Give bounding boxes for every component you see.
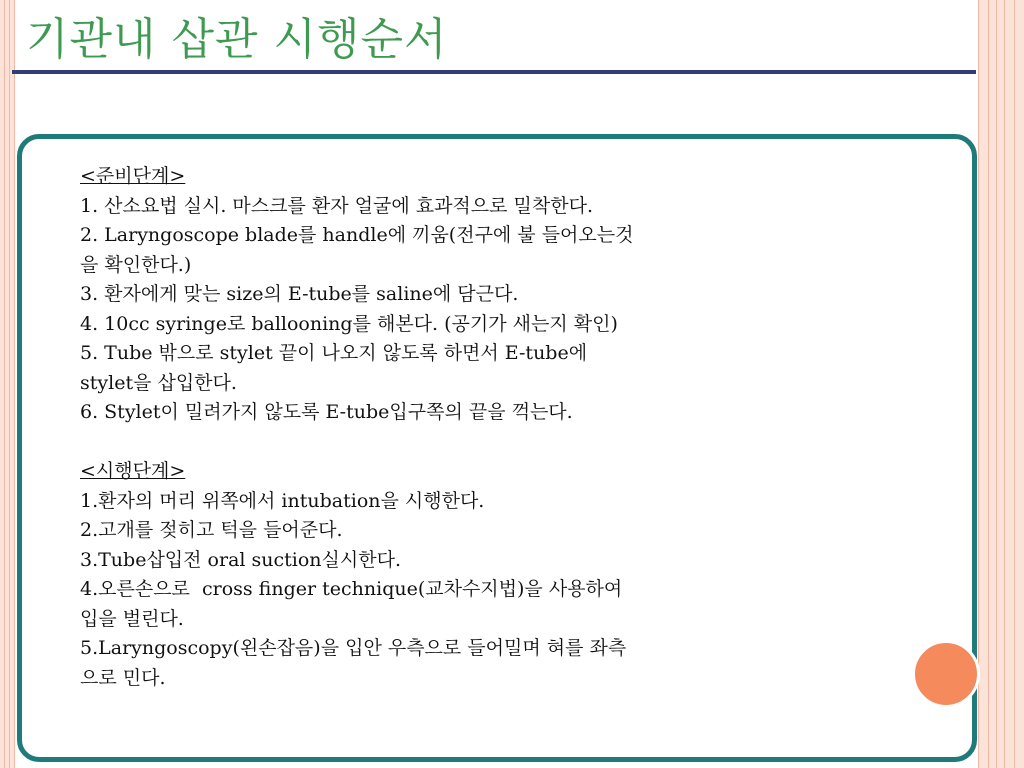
left-decorative-stripes [0, 0, 15, 768]
prep-line: 6. Stylet이 밀려가지 않도록 E-tube입구쪽의 끝을 꺽는다. [80, 401, 573, 423]
decorative-orange-circle [912, 640, 980, 708]
procedure-heading: <시행단계> [80, 460, 186, 482]
stripe-line [978, 0, 979, 768]
title-underline-rule [12, 70, 976, 74]
prep-line: 1. 산소요법 실시. 마스크를 환자 얼굴에 효과적으로 밀착한다. [80, 194, 593, 217]
procedure-line: 입을 벌린다. [80, 607, 184, 630]
stripe-line [9, 0, 10, 768]
prep-line: 2. Laryngoscope blade를 handle에 끼움(전구에 불 들어오는것 [80, 224, 634, 246]
prep-line: 5. Tube 밖으로 stylet 끝이 나오지 않도록 하면서 E-tube에 [80, 342, 588, 364]
prep-line: stylet을 삽입한다. [80, 371, 237, 394]
right-decorative-stripes [978, 0, 1024, 768]
procedure-line: 5.Laryngoscopy(왼손잡음)을 입안 우측으로 들어밀며 혀를 좌측 [80, 637, 627, 659]
prep-line: 3. 환자에게 맞는 size의 E-tube를 saline에 담근다. [80, 283, 519, 305]
content-text [80, 162, 860, 693]
prep-heading: <준비단계> [80, 165, 186, 187]
content-box [17, 134, 977, 762]
stripe-line [996, 0, 997, 768]
procedure-line: 2.고개를 젖히고 턱을 들어준다. [80, 519, 343, 541]
procedure-line: 으로 민다. [80, 666, 166, 689]
procedure-line: 4.오른손으로 cross finger technique(교차수지법)을 사용하여 [80, 578, 623, 600]
prep-line: 4. 10cc syringe로 ballooning를 해본다. (공기가 새는지 확인) [80, 312, 618, 335]
procedure-line: 1.환자의 머리 위쪽에서 intubation을 시행한다. [80, 489, 485, 512]
section-spacer [80, 428, 860, 458]
stripe-line [988, 0, 989, 768]
stripe-line [1004, 0, 1005, 768]
procedure-line: 3.Tube삽입전 oral suction실시한다. [80, 548, 401, 571]
stripe-line [4, 0, 5, 768]
stripe-line [1014, 0, 1015, 768]
slide-title: 기관내 삽관 시행순서 [26, 14, 448, 65]
prep-line: 을 확인한다.) [80, 253, 192, 276]
